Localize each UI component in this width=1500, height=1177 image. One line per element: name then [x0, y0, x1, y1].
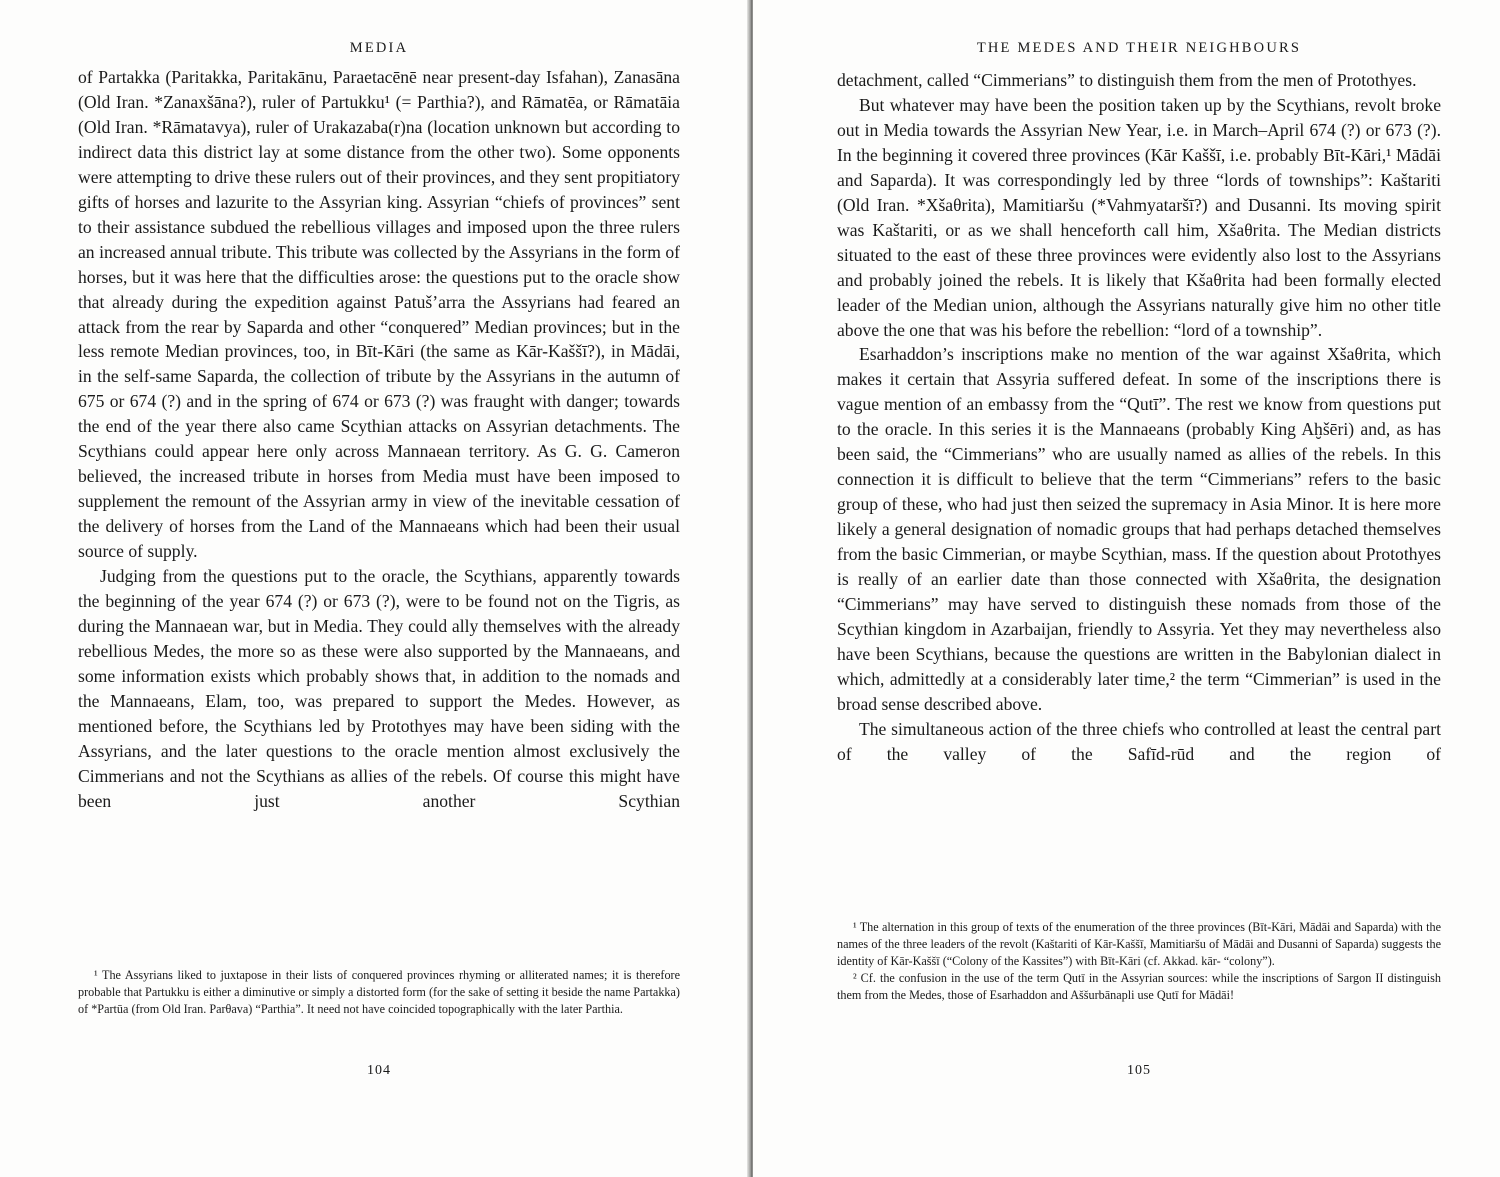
left-page	[0, 0, 749, 1177]
body-text	[78, 65, 680, 814]
paragraph: The simultaneous action of the three chiefs who controlled at least the central part of the valley of the Safīd-rūd and the region of	[837, 718, 1441, 764]
paragraph: Esarhaddon’s inscriptions make no mention of the war against Xšaθrita, which makes it certain that Assyria suffered defeat. In some of the inscriptions there is vague mention of an embassy from the “Qutī”. The rest we know from questions put to the oracle. In this series it is the Mannaeans (probably King Aḫšēri) and, as has been said, the “Cimmerians” who are usually named as allies of the rebels. In this connection it is difficult to believe that the term “Cimmerians” refers to the basic group of these, who had just then seized the supremacy in Asia Minor. It is here more likely a general designation of nomadic groups that had perhaps detached themselves from the basic Cimmerian, or maybe Scythian, mass. If the question about Protothyes is really of an earlier date than those connected with Xšaθrita, the designation “Cimmerians” may have served to distinguish these nomads from those of the Scythian kingdom in Azarbaijan, friendly to Assyria. Yet they may nevertheless also have been Scythians, because the questions are written in the Babylonian dialect in which, admittedly at a considerably later time,² the term “Cimmerian” is used in the broad sense described above.	[837, 344, 1441, 714]
right-page	[753, 0, 1500, 1177]
page-number: 105	[1127, 1063, 1151, 1078]
body-text	[837, 68, 1441, 767]
footnotes	[837, 919, 1441, 1004]
paragraph: But whatever may have been the position taken up by the Scythians, revolt broke out in Media towards the Assyrian New Year, i.e. in March–April 674 (?) or 673 (?). In the beginning it covered three provinces (Kār Kaššī, i.e. probably Bīt-Kāri,¹ Mādāi and Saparda). It was correspondingly led by three “lords of townships”: Kaštariti (Old Iran. *Xšaθrita), Mamitiaršu (*Vahmyataršī?) and Dusanni. Its moving spirit was Kaštariti, or as we shall henceforth call him, Xšaθrita. The Median districts situated to the east of these three provinces were evidently also lost to the Assyrians and probably joined the rebels. It is likely that Kšaθrita had been formally elected leader of the Median union, although the Assyrians naturally give him no other title above the one that was his before the rebellion: “lord of a township”.	[837, 94, 1441, 340]
running-head: MEDIA	[349, 40, 409, 56]
footnote: ¹ The alternation in this group of texts of the enumeration of the three provinces (Bīt-Kāri, Mādāi and Saparda) with the names of the three leaders of the revolt (Kaštariti of Kār-Kaššī, Mamitiaršu of Mādāi and Dusanni of Saparda) suggests the identity of Kār-Kaššī (“Colony of the Kassites”) with Bīt-Kāri (cf. Akkad. kār- “colony”).	[837, 920, 1441, 968]
footnote: ² Cf. the confusion in the use of the term Qutī in the Assyrian sources: while the inscriptions of Sargon II distinguish them from the Medes, those of Esarhaddon and Aššurbānapli use Qutī for Mādāi!	[837, 971, 1441, 1002]
running-head: THE MEDES AND THEIR NEIGHBOURS	[976, 40, 1302, 56]
page-number: 104	[367, 1063, 391, 1078]
paragraph: of Partakka (Paritakka, Paritakānu, Paraetacēnē near present-day Isfahan), Zanasāna (Old Iran. *Zanaxšāna?), ruler of Partukku¹ (= Parthia?), and Rāmatēa, or Rāmatāia (Old Iran. *Rāmatavya), ruler of Urakazaba(r)na (location unknown but according to indirect data this district lay at some distance from the other two). Some opponents were attempting to drive these rulers out of their provinces, and they sent propitiatory gifts of horses and lazurite to the Assyrian king. Assyrian “chiefs of provinces” sent to their assistance subdued the rebellious villages and imposed upon the three rulers an increased annual tribute. This tribute was collected by the Assyrians in the form of horses, but it was here that the difficulties arose: the questions put to the oracle show that already during the expedition against Patušʼarra the Assyrians had feared an attack from the rear by Saparda and other “conquered” Median provinces; but in the less remote Median provinces, too, in Bīt-Kāri (the same as Kār-Kaššī?), in Mādāi, in the self-same Saparda, the collection of tribute by the Assyrians in the autumn of 675 or 674 (?) and in the spring of 674 or 673 (?) was fraught with danger; towards the end of the year there also came Scythian attacks on Assyrian detachments. The Scythians could appear here only across Mannaean territory. As G. G. Cameron believed, the increased tribute in horses from Media must have been imposed to supplement the remount of the Assyrian army in view of the inevitable cessation of the delivery of horses from the Land of the Mannaeans which had been their usual source of supply.	[78, 67, 680, 562]
paragraph: detachment, called “Cimmerians” to distinguish them from the men of Protothyes.	[837, 70, 1417, 90]
footnotes	[78, 967, 680, 1018]
footnote: ¹ The Assyrians liked to juxtapose in their lists of conquered provinces rhyming or alliterated names; it is therefore probable that Partukku is either a diminutive or simply a distorted form (for the sake of setting it beside the name Partakka) of *Partūa (from Old Iran. Parθava) “Parthia”. It need not have coincided topographically with the later Parthia.	[78, 968, 680, 1016]
paragraph: Judging from the questions put to the oracle, the Scythians, apparently towards the beginning of the year 674 (?) or 673 (?), were to be found not on the Tigris, as during the Mannaean war, but in Media. They could ally themselves with the already rebellious Medes, the more so as these were also supported by the Mannaeans, and some information exists which probably shows that, in addition to the nomads and the Mannaeans, Elam, too, was prepared to support the Medes. However, as mentioned before, the Scythians led by Protothyes may have been siding with the Assyrians, and the later questions to the oracle mention almost exclusively the Cimmerians and not the Scythians as allies of the rebels. Of course this might have been just another Scythian	[78, 566, 680, 811]
